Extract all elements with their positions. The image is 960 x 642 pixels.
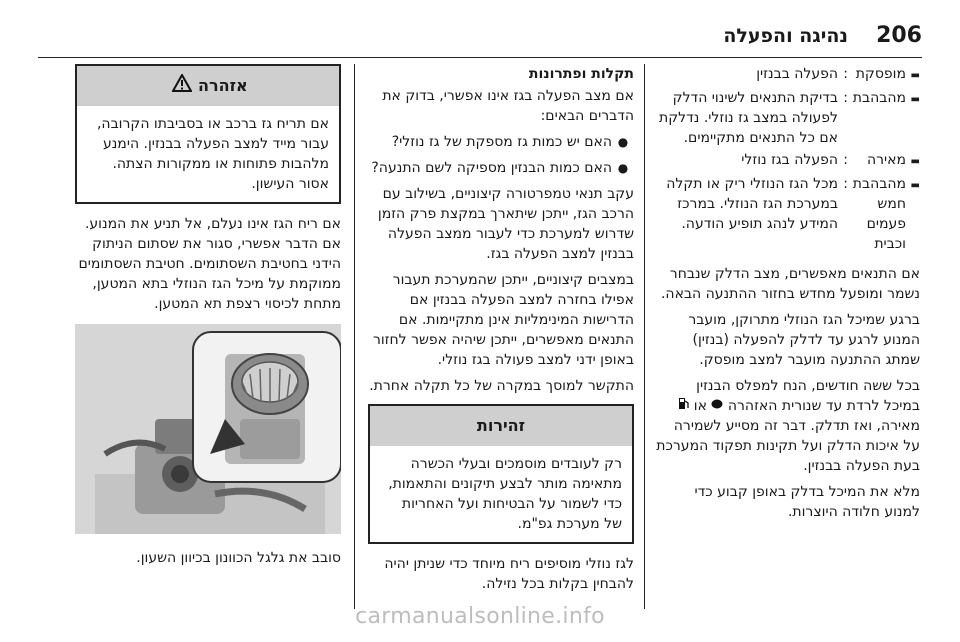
- middle-column: [368, 64, 634, 600]
- paragraph: אם ריח הגז אינו נעלם, אל תניע את המנוע. אם הדבר אפשרי, סגור את שסתום הניתוק הידני בחטיבת השסתומים. חטיבת השסתומים ממוקמת על מיכל הגז הנוזלי בתא המטען, מתחת לכיסוי רצפת תא המטען.: [78, 216, 341, 312]
- definition-term-extra: חמש פעמים וכבית: [866, 196, 906, 252]
- left-column: [75, 64, 341, 574]
- header-rule: [38, 57, 922, 58]
- warning-text: אם תריח גז ברכב או בסביבתו הקרובה, עבור מייד למצב הפעלה בבנזין. הימנע מלהבות פתוחות או ממקורות הצתה. אסור העישון.: [96, 116, 329, 192]
- colon: :: [843, 152, 848, 168]
- list-item-text: האם כמות הבנזין מספיקה לשם התנעה?: [371, 160, 612, 176]
- list-item-text: האם יש כמות גז מספקת של גז נוזלי?: [391, 134, 612, 150]
- indicator-bullet-icon: ▬: [910, 156, 920, 167]
- definition-term: מהבהבת: [852, 90, 906, 106]
- indicator-bullet-icon: ▬: [910, 180, 920, 191]
- page-number: 206: [876, 23, 922, 48]
- paragraph: מלא את המיכל בדלק באופן קבוע כדי למנוע חלודה היוצרות.: [694, 484, 920, 520]
- definition-term: מאירה: [866, 152, 906, 168]
- section-title: תקלות ופתרונות: [528, 66, 634, 82]
- indicator-bullet-icon: ▬: [910, 70, 920, 81]
- paragraph-part: מאירה, ואז תדלק. דבר זה מסייע לשמירה על איכות הדלק ועל תקינות תפקוד המערכת בעת הפעלה בבנזין.: [656, 418, 920, 474]
- watermark: carmanualsonline.info: [355, 604, 605, 629]
- definition-desc: הפעלה בגז נוזלי: [741, 152, 838, 168]
- right-column: [656, 64, 920, 528]
- colon: :: [843, 90, 848, 106]
- bullet-icon: ●: [617, 135, 629, 149]
- paragraph-part: בכל ששה חודשים, הנח למפלס הבנזין במיכל לרדת עד שנורית האזהרה: [696, 378, 920, 414]
- column-divider: [644, 64, 645, 609]
- definition-term: [848, 174, 906, 254]
- definition-row: [656, 64, 920, 86]
- column-divider: [354, 64, 355, 609]
- valve-photo: [75, 324, 341, 534]
- indicator-bullet-icon: ▬: [910, 94, 920, 105]
- paragraph: לגז נוזלי מוסיפים ריח מיוחד כדי שניתן יהיה להבחין בקלות בכל נזילה.: [384, 556, 634, 592]
- paragraph: אם מצב הפעלה בגז אינו אפשרי, בדוק את הדברים הבאים:: [382, 88, 634, 124]
- paragraph: עקב תנאי טמפרטורה קיצוניים, בשילוב עם הרכב הגז, ייתכן שיתארך במקצת פרק הזמן שדרוש למערכת כדי לעבור ממצב הפעלה בבנזין למצב הפעלה בגז.: [377, 186, 634, 262]
- valve-illustration: [75, 324, 341, 534]
- definition-row: [656, 150, 920, 172]
- definition-term: מופסקת: [855, 66, 906, 82]
- paragraph: התקשר למוסך במקרה של כל תקלה אחרת.: [369, 378, 634, 394]
- warning-header: [77, 66, 339, 106]
- colon: :: [843, 66, 848, 82]
- definition-desc: הפעלה בבנזין: [756, 66, 838, 82]
- paragraph: ברגע שמיכל הגז הנוזלי מתרוקן, מועבר המנוע לרגע עד לדלק להפעלה (בנזין) שמתג ההתנעה מועבר למצב מופסק.: [688, 312, 920, 368]
- paragraph: [656, 376, 920, 476]
- definition-term-main: מהבהבת: [852, 176, 906, 192]
- warning-triangle-icon: [172, 67, 192, 107]
- caution-box: [368, 404, 634, 544]
- list-item: [368, 158, 634, 178]
- page-header: [0, 0, 960, 50]
- colon: :: [843, 176, 848, 192]
- caution-title: זהירות: [370, 406, 632, 446]
- caution-text: רק לעובדים מוסמכים ובעלי הכשרה מתאימה מותר לבצע תיקונים והתאמות, כדי לשמור על הבטיחות ועל האחריות של מערכת גפ"מ.: [388, 456, 622, 532]
- or-word: או: [693, 398, 707, 414]
- definition-desc: בדיקת התנאים לשינוי הדלק לפעולה במצב גז נוזלי. נדלקת אם כל התנאים מתקיימים.: [659, 90, 838, 146]
- warning-title: אזהרה: [197, 76, 248, 95]
- page-title: נהיגה והפעלה: [723, 25, 848, 47]
- definition-row: [656, 174, 920, 254]
- paragraph: במצבים קיצוניים, ייתכן שהמערכת תעבור אפילו בחזרה למצב הפעלה בבנזין אם הדרישות המינימליות אינן מתקיימות. אם התנאים מאפשרים, ייתכן שיהיה אפשר לחזור באופן ידני למצב פעולה בגז נוזלי.: [372, 272, 634, 368]
- fuel-pump-icon: [678, 396, 689, 416]
- list-item: [368, 132, 634, 152]
- figure-caption: סובב את גלגל הכוונון בכיוון השעון.: [136, 550, 341, 566]
- definition-row: [656, 88, 920, 148]
- warning-box: [75, 64, 341, 204]
- paragraph: אם התנאים מאפשרים, מצב הדלק שנבחר נשמר ומופעל מחדש בחזור ההתנעה הבאה.: [660, 266, 920, 302]
- definition-desc: מכל הגז הנוזלי ריק או תקלה במערכת הגז הנוזלי. במרכז המידע לנהג תופיע הודעה.: [666, 176, 838, 232]
- fuel-indicator-icon: [711, 396, 723, 416]
- bullet-icon: ●: [617, 161, 629, 175]
